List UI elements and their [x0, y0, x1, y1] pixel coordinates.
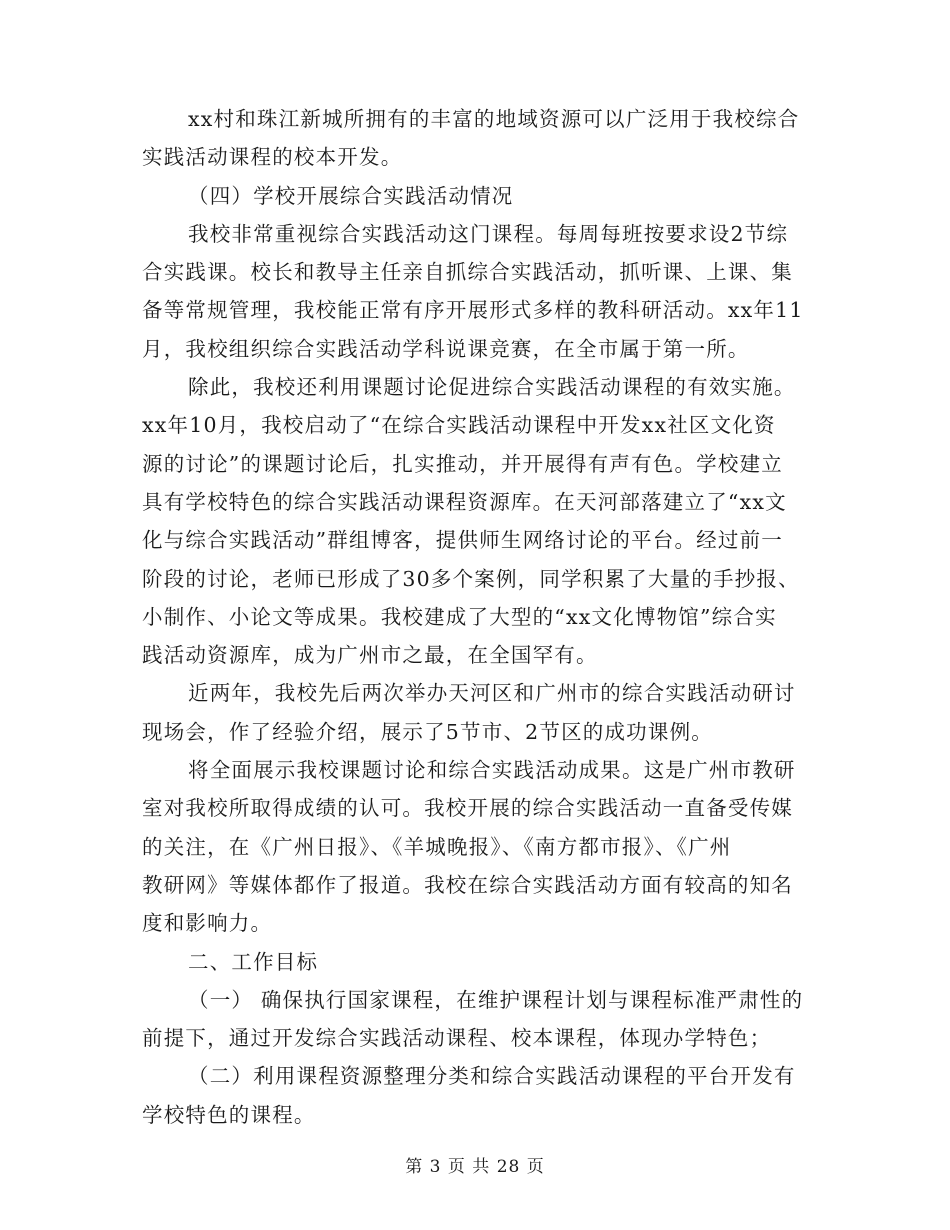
page-footer: 第 3 页 共 28 页	[405, 1157, 545, 1177]
text-line: 室对我校所取得成绩的认可。我校开展的综合实践活动一直备受传媒	[142, 796, 793, 821]
text-line: 月，我校组织综合实践活动学科说课竞赛，在全市属于第一所。	[142, 336, 750, 361]
text-line: 前提下，通过开发综合实践活动课程、校本课程，体现办学特色；	[142, 1026, 772, 1051]
text-line: （一） 确保执行国家课程，在维护课程计划与课程标准严肃性的	[188, 987, 804, 1012]
text-line: 现场会，作了经验介绍，展示了5节市、2节区的成功课例。	[142, 719, 713, 744]
text-line: 践活动资源库，成为广州市之最，在全国罕有。	[142, 643, 598, 668]
section-heading: 二、工作目标	[188, 949, 319, 974]
text-line: 我校非常重视综合实践活动这门课程。每周每班按要求设2节综	[188, 221, 789, 246]
text-line: （二）利用课程资源整理分类和综合实践活动课程的平台开发有	[188, 1064, 796, 1089]
text-line: 学校特色的课程。	[142, 1102, 316, 1127]
text-line: xx村和珠江新城所拥有的丰富的地域资源可以广泛用于我校综合	[188, 107, 800, 131]
text-line: 除此，我校还利用课题讨论促进综合实践活动课程的有效实施。	[188, 375, 796, 400]
text-line: 将全面展示我校课题讨论和综合实践活动成果。这是广州市教研	[188, 758, 796, 783]
text-line: 源的讨论”的课题讨论后，扎实推动，并开展得有声有色。学校建立	[142, 451, 783, 476]
text-line: 化与综合实践活动”群组博客，提供师生网络讨论的平台。经过前一	[142, 528, 783, 553]
text-line: 小制作、小论文等成果。我校建成了大型的“xx文化博物馆”综合实	[142, 604, 777, 629]
text-line: 教研网》等媒体都作了报道。我校在综合实践活动方面有较高的知名	[142, 872, 793, 897]
text-line: 阶段的讨论，老师已形成了30多个案例，同学积累了大量的手抄报、	[142, 566, 800, 591]
text-line: 合实践课。校长和教导主任亲自抓综合实践活动，抓听课、上课、集	[142, 260, 793, 285]
text-line: xx年10月，我校启动了“在综合实践活动课程中开发xx社区文化资	[142, 413, 776, 438]
document-body	[142, 100, 808, 1134]
text-line: 近两年，我校先后两次举办天河区和广州市的综合实践活动研讨	[188, 681, 796, 706]
text-line: 实践活动课程的校本开发。	[142, 145, 403, 170]
text-line: 具有学校特色的综合实践活动课程资源库。在天河部落建立了“xx文	[142, 489, 787, 514]
section-heading: （四）学校开展综合实践活动情况	[188, 183, 514, 208]
text-line: 度和影响力。	[142, 911, 273, 936]
text-line: 的关注，在《广州日报》、《羊城晚报》、《南方都市报》、《广州	[142, 834, 732, 859]
text-line: 备等常规管理，我校能正常有序开展形式多样的教科研活动。xx年11	[142, 298, 804, 323]
